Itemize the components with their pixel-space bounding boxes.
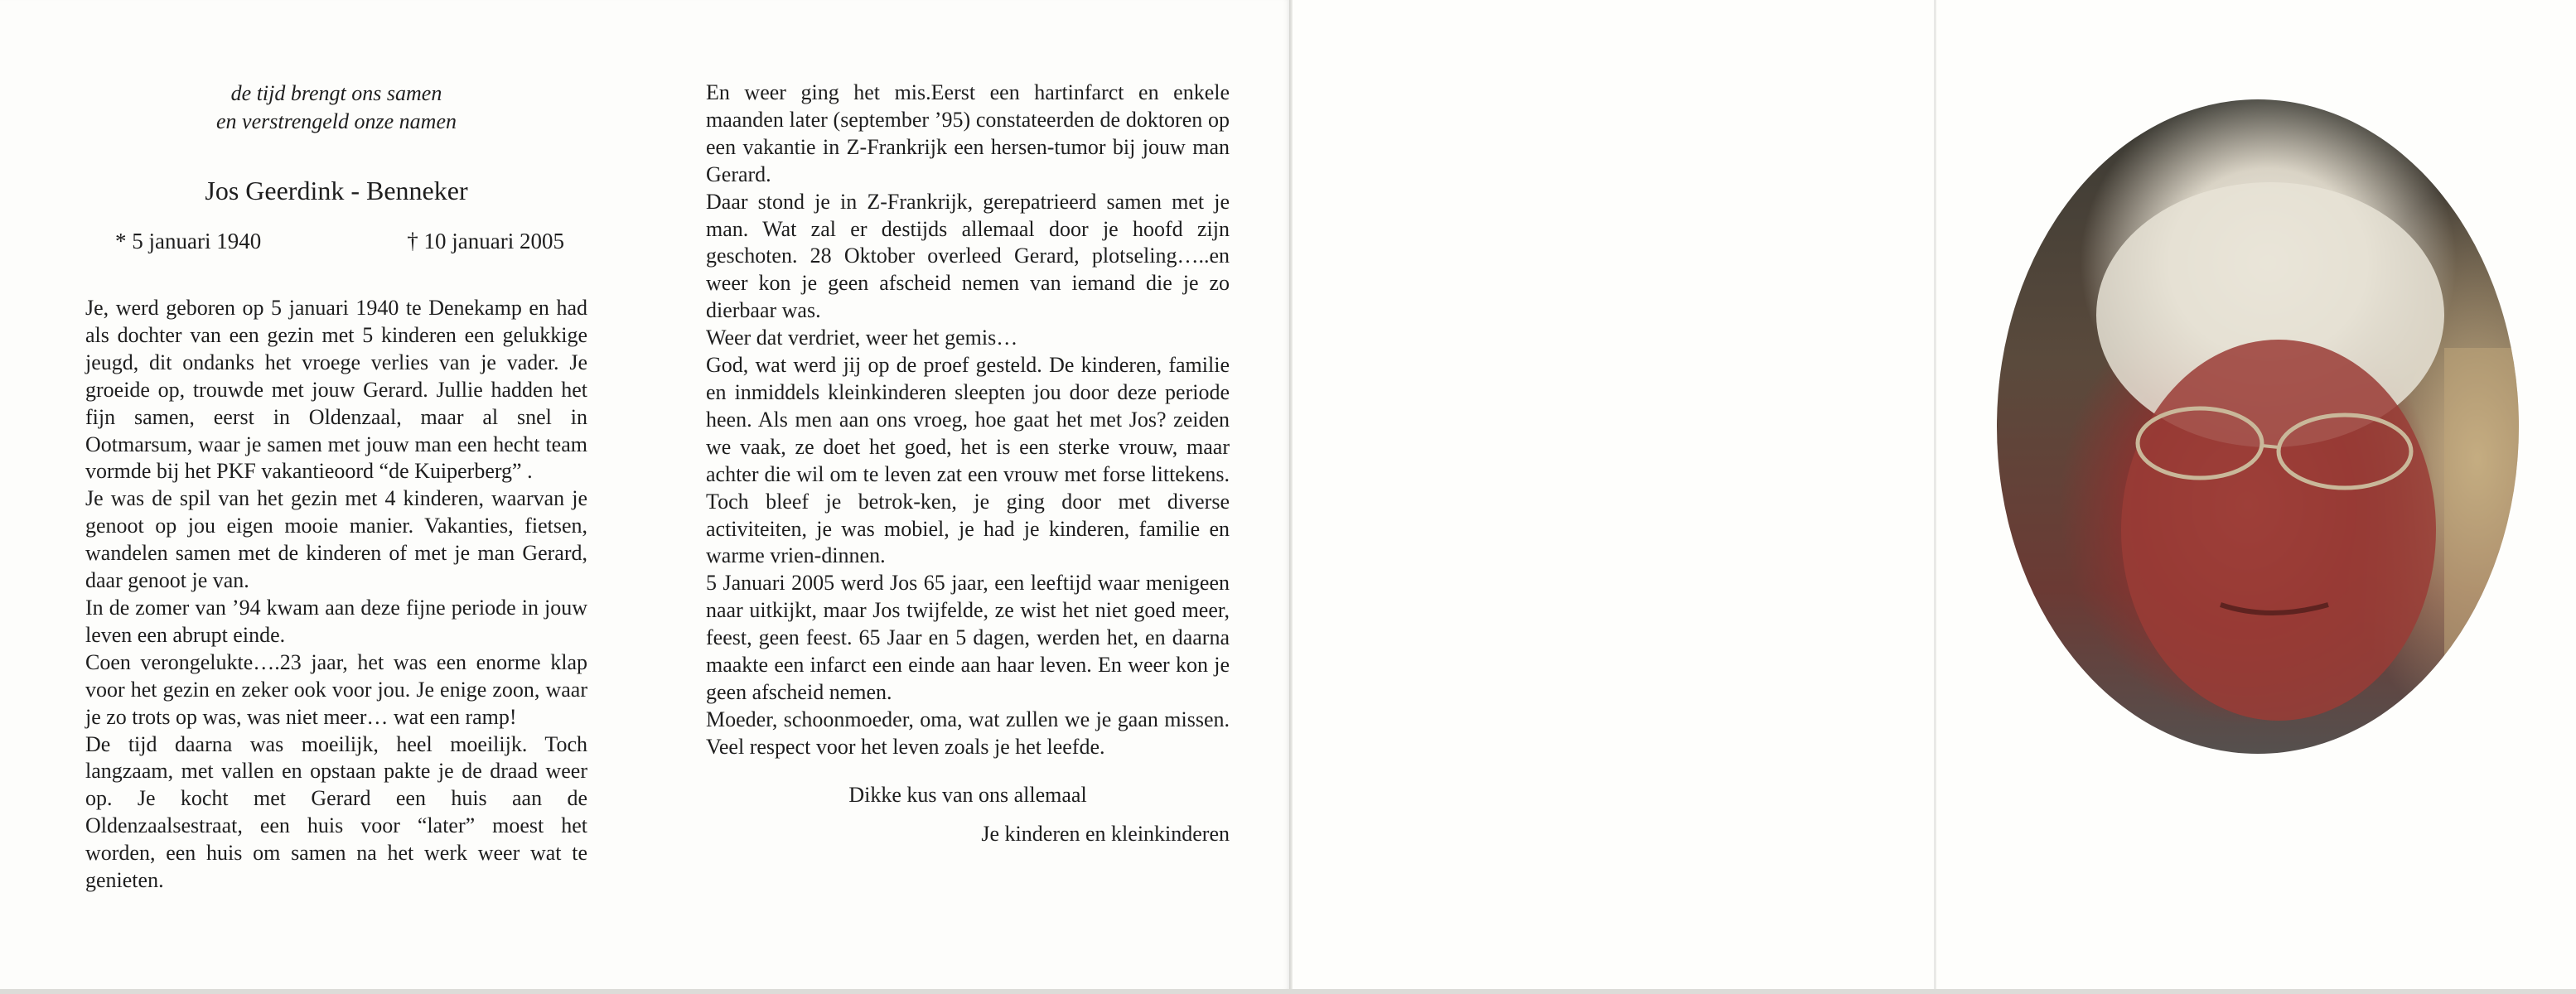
- paragraph: De tijd daarna was moeilijk, heel moeilijk. Toch langzaam, met vallen en opstaan pakte je de draad weer op. Je kocht met Gerard een huis aan de Oldenzaalsestraat, een huis voor “later” moest het worden, een huis om samen na het werk weer wat te genieten.: [85, 731, 587, 893]
- signoff-kiss: Dikke kus van ons allemaal: [848, 782, 1087, 807]
- life-dates: [115, 227, 564, 255]
- inner-text-panel: [0, 0, 1291, 989]
- paragraph: Je, werd geboren op 5 januari 1940 te Denekamp en had als dochter van een gezin met 5 kinderen een gelukkige jeugd, dit ondanks het vroege verlies van je vader. Je groeide op, trouwde met jouw Gerard. Jullie hadden het fijn samen, eerst in Oldenzaal, maar al snel in Ootmarsum, waar je samen met jouw man een hecht team vormde bij het PKF vakantieoord “de Kuiperberg” .: [85, 296, 587, 484]
- closing-paragraph: Moeder, schoonmoeder, oma, wat zullen we je gaan missen. Veel respect voor het leven zoals je het leefde.: [706, 707, 1230, 759]
- paragraph: Weer dat verdriet, weer het gemis…: [706, 326, 1018, 350]
- paragraph: En weer ging het mis.Eerst een hartinfarct en enkele maanden later (september ’95) constateerden de doktoren op een vakantie in Z-Frankrijk een hersen-tumor bij jouw man Gerard.: [706, 80, 1230, 186]
- death-date: † 10 januari 2005: [407, 229, 564, 253]
- portrait-photo: [1997, 99, 2519, 754]
- biography-right: [706, 80, 1230, 761]
- paragraph: Daar stond je in Z-Frankrijk, gerepatrieerd samen met je man. Wat zal er destijds allemaal door je hoofd zijn geschoten. 28 Oktober overleed Gerard, plotseling…..en weer kon je geen afscheid nemen van iemand die je zo dierbaar was.: [706, 189, 1230, 323]
- signoff-family: Je kinderen en kleinkinderen: [981, 821, 1230, 846]
- paragraph: 5 Januari 2005 werd Jos 65 jaar, een leeftijd waar menigeen naar uitkijkt, maar Jos twijfelde, ze wist het niet goed meer, feest, geen feest. 65 Jaar en 5 dagen, werden het, en daarna maakte een infarct een einde aan haar leven. En weer kon je geen afscheid nemen.: [706, 571, 1230, 704]
- paragraph: Je was de spil van het gezin met 4 kinderen, waarvan je genoot op jou eigen mooie manier. Vakanties, fietsen, wandelen samen met de kinderen of met je man Gerard, daar genoot je van.: [85, 486, 587, 593]
- paragraph: God, wat werd jij op de proef gesteld. De kinderen, familie en inmiddels kleinkinderen sleepten jou door deze periode heen. Als men aan ons vroeg, hoe gaat het met Jos? zeiden we vaak, ze doet het goed, het is een sterke vrouw, maar achter die wil om te leven zat een vrouw met forse littekens. Toch bleef je betrok-ken, je ging door met diverse activiteiten, je was mobiel, je had je kinderen, familie en warme vrien-dinnen.: [706, 353, 1230, 568]
- birth-date: * 5 januari 1940: [115, 229, 262, 253]
- motto-line-1: de tijd brengt ons samen: [230, 81, 442, 105]
- left-column: [85, 80, 587, 895]
- scan-bottom-edge: [0, 989, 2576, 994]
- motto-line-2: en verstrengeld onze namen: [215, 109, 457, 133]
- deceased-name: Jos Geerdink - Benneker: [205, 176, 468, 205]
- portrait-illustration: [1997, 99, 2519, 754]
- paragraph: In de zomer van ’94 kwam aan deze fijne periode in jouw leven een abrupt einde.: [85, 595, 587, 647]
- right-column: [706, 80, 1230, 847]
- blank-back-panel: [1293, 0, 1934, 989]
- biography-left: [85, 295, 587, 895]
- paragraph: Coen verongelukte….23 jaar, het was een enorme klap voor het gezin en zeker ook voor jou. Je enige zoon, waar je zo trots op was, was niet meer… wat een ramp!: [85, 649, 587, 729]
